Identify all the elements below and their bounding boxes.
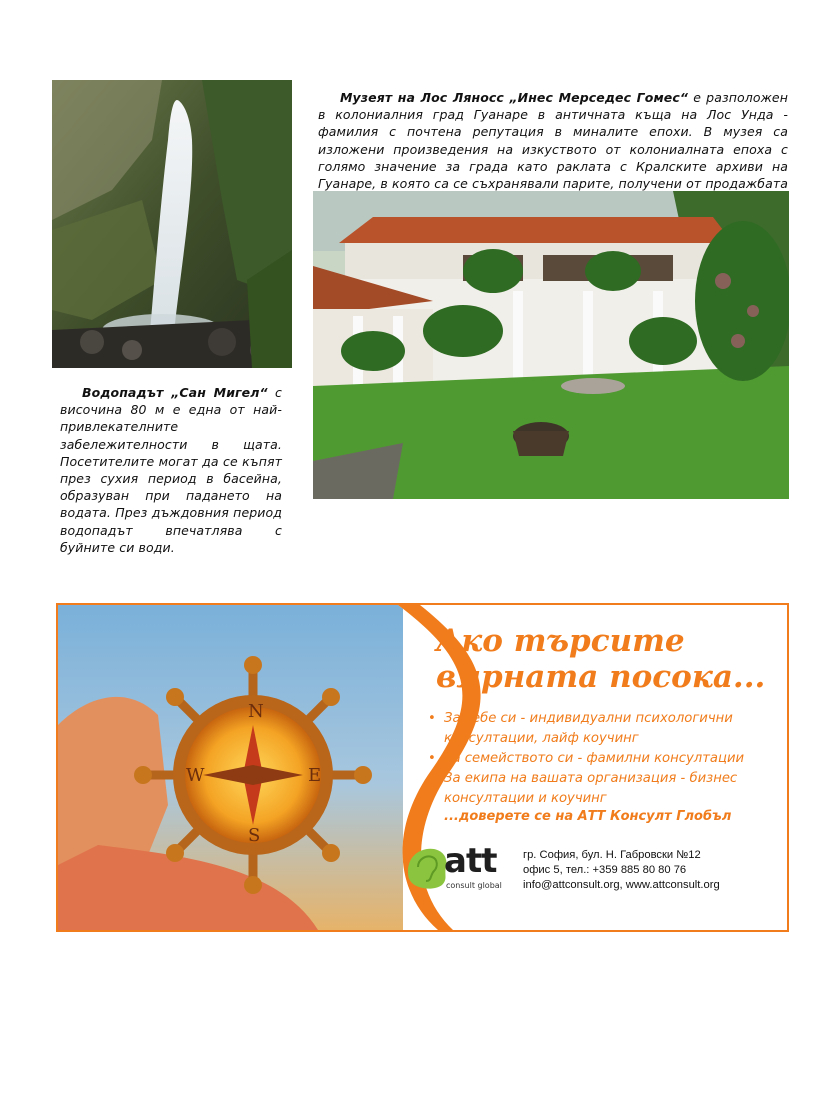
bullet-icon: • xyxy=(428,751,436,766)
museum-caption-title: Музеят на Лос Ляносс „Инес Мерседес Гомес“ xyxy=(340,90,688,105)
ad-headline-line1: Ако търсите xyxy=(436,623,685,659)
compass-letter-n: N xyxy=(248,701,264,722)
waterfall-caption-title: Водопадът „Сан Мигел“ xyxy=(82,385,268,400)
ad-headline xyxy=(436,623,776,695)
ad-trust-line: ...доверете се на АТТ Консулт Глобъл xyxy=(444,809,732,824)
waterfall-caption-text: с височина 80 м е една от най-привлекателните забележителности в щата. Посетителите могат да се къпят през сухия период в басейна, образуван при падането на водата. През дъждовния период водопадът впечатлява с буйните си води. xyxy=(60,385,282,555)
waterfall-caption xyxy=(60,384,282,556)
compass-letter-s: S xyxy=(248,825,261,846)
museum-caption-text: е разположен в колониалния град Гуанаре в античната къща на Лос Унда - фамилия с почтена репутация в миналите епохи. В музея са изложени произведения на изкуството от колониалната епоха с голямо значение за града като раклата с Кралските архиви на Гуанаре, в която са се съхранявали парите, получени от продажбата xyxy=(318,90,788,192)
list-item: • За екипа на вашата организация - бизнес консултации и коучинг xyxy=(428,771,738,806)
bullet-icon: • xyxy=(428,711,436,726)
web-line: info@attconsult.org, www.attconsult.org xyxy=(523,879,720,891)
address-line: гр. София, бул. Н. Габровски №12 xyxy=(523,849,701,861)
contact-block xyxy=(523,848,720,893)
waterfall-photo xyxy=(52,80,292,368)
museum-photo xyxy=(313,191,789,499)
compass-letter-w: W xyxy=(186,765,205,786)
list-item: • За семейството си - фамилни консултации xyxy=(428,749,778,769)
logo-text: att xyxy=(444,841,497,881)
compass-letter-e: E xyxy=(308,765,322,786)
phone-line: офис 5, тел.: +359 885 80 80 76 xyxy=(523,864,687,876)
logo-subtitle: consult global xyxy=(446,881,502,890)
services-list xyxy=(428,709,778,809)
advertisement xyxy=(56,603,789,932)
ad-headline-line2: вярната посока... xyxy=(436,659,766,695)
list-item: • За себе си - индивидуални психологични консултации, лайф коучинг xyxy=(428,711,733,746)
bullet-icon: • xyxy=(428,771,436,786)
